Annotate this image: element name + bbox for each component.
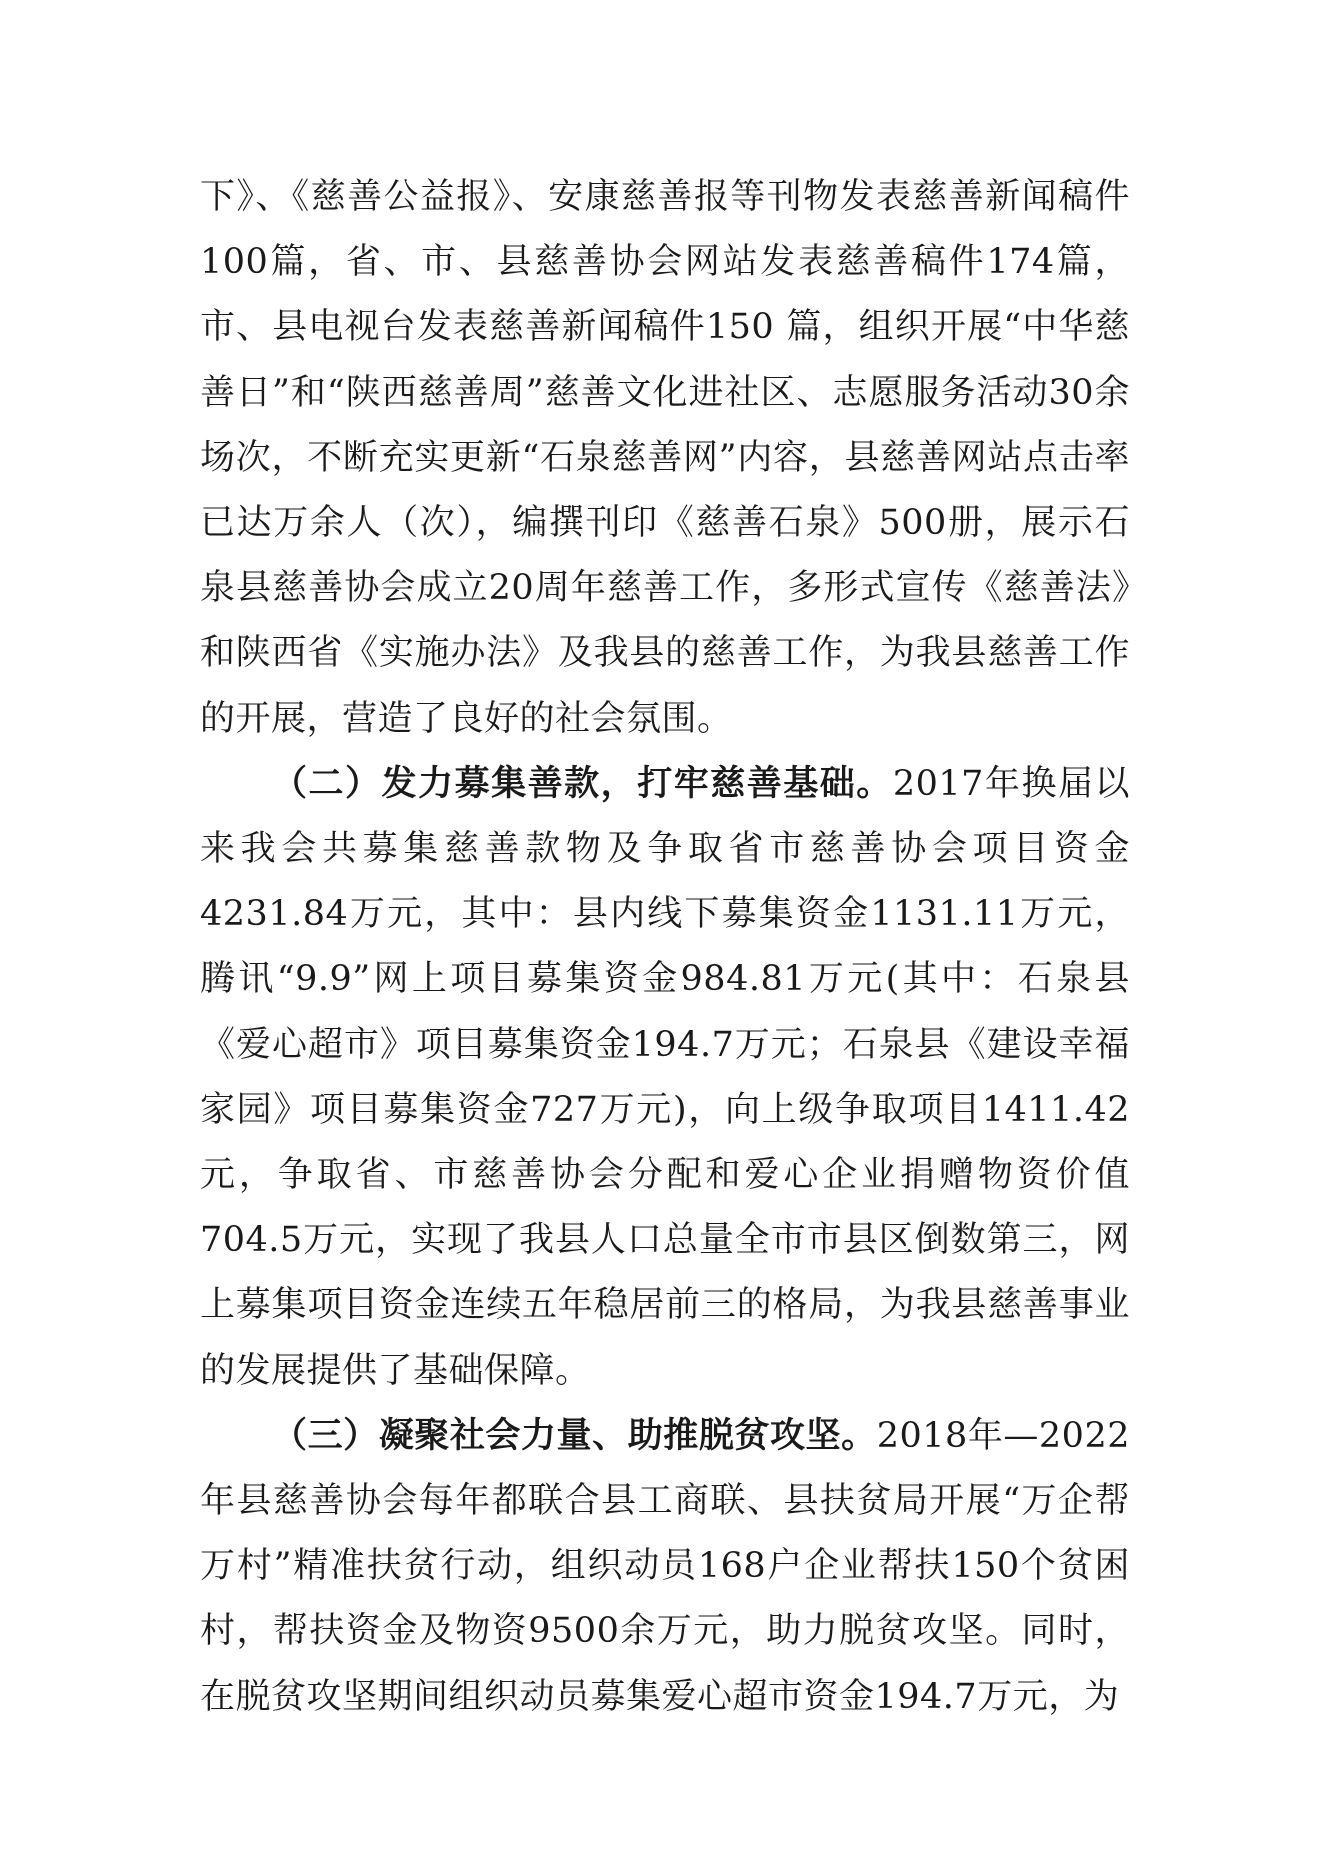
section-heading-fundraising: （二）发力募集善款，打牢慈善基础。 bbox=[272, 763, 893, 804]
paragraph-poverty-alleviation bbox=[200, 1404, 1130, 1730]
paragraph-publicity-text: 下》、《慈善公益报》、安康慈善报等刊物发表慈善新闻稿件100篇，省、市、县慈善协会网站发表慈善稿件174篇，市、县电视台发表慈善新闻稿件150 篇，组织开展“中华慈善日”和“陕西慈善周”慈善文化进社区、志愿服务活动30余场次，不断充实更新“石泉慈善网”内容，县慈善网站点击率已达万余人（次），编撰刊印《慈善石泉》500册，展示石泉县慈善协会成立20周年慈善工作，多形式宣传《慈善法》和陕西省《实施办法》及我县的慈善工作，为我县慈善工作的开展，营造了良好的社会氛围。 bbox=[200, 177, 1130, 739]
document-page bbox=[200, 165, 1130, 1730]
section-heading-poverty-alleviation: （三）凝聚社会力量、助推脱贫攻坚。 bbox=[272, 1415, 877, 1456]
paragraph-poverty-alleviation-text: 2018年—2022年县慈善协会每年都联合县工商联、县扶贫局开展“万企帮万村”精准扶贫行动，组织动员168户企业帮扶150个贫困村，帮扶资金及物资9500余万元，助力脱贫攻坚。同时，在脱贫攻坚期间组织动员募集爱心超市资金194.7万元，为 bbox=[200, 1415, 1130, 1717]
paragraph-fundraising bbox=[200, 752, 1130, 1404]
paragraph-fundraising-text: 2017年换届以来我会共募集慈善款物及争取省市慈善协会项目资金4231.84万元，其中：县内线下募集资金1131.11万元，腾讯“9.9”网上项目募集资金984.81万元(其中：石泉县《爱心超市》项目募集资金194.7万元；石泉县《建设幸福家园》项目募集资金727万元)，向上级争取项目1411.42元，争取省、市慈善协会分配和爱心企业捐赠物资价值704.5万元，实现了我县人口总量全市市县区倒数第三，网上募集项目资金连续五年稳居前三的格局，为我县慈善事业的发展提供了基础保障。 bbox=[200, 763, 1130, 1391]
paragraph-publicity bbox=[200, 165, 1130, 752]
